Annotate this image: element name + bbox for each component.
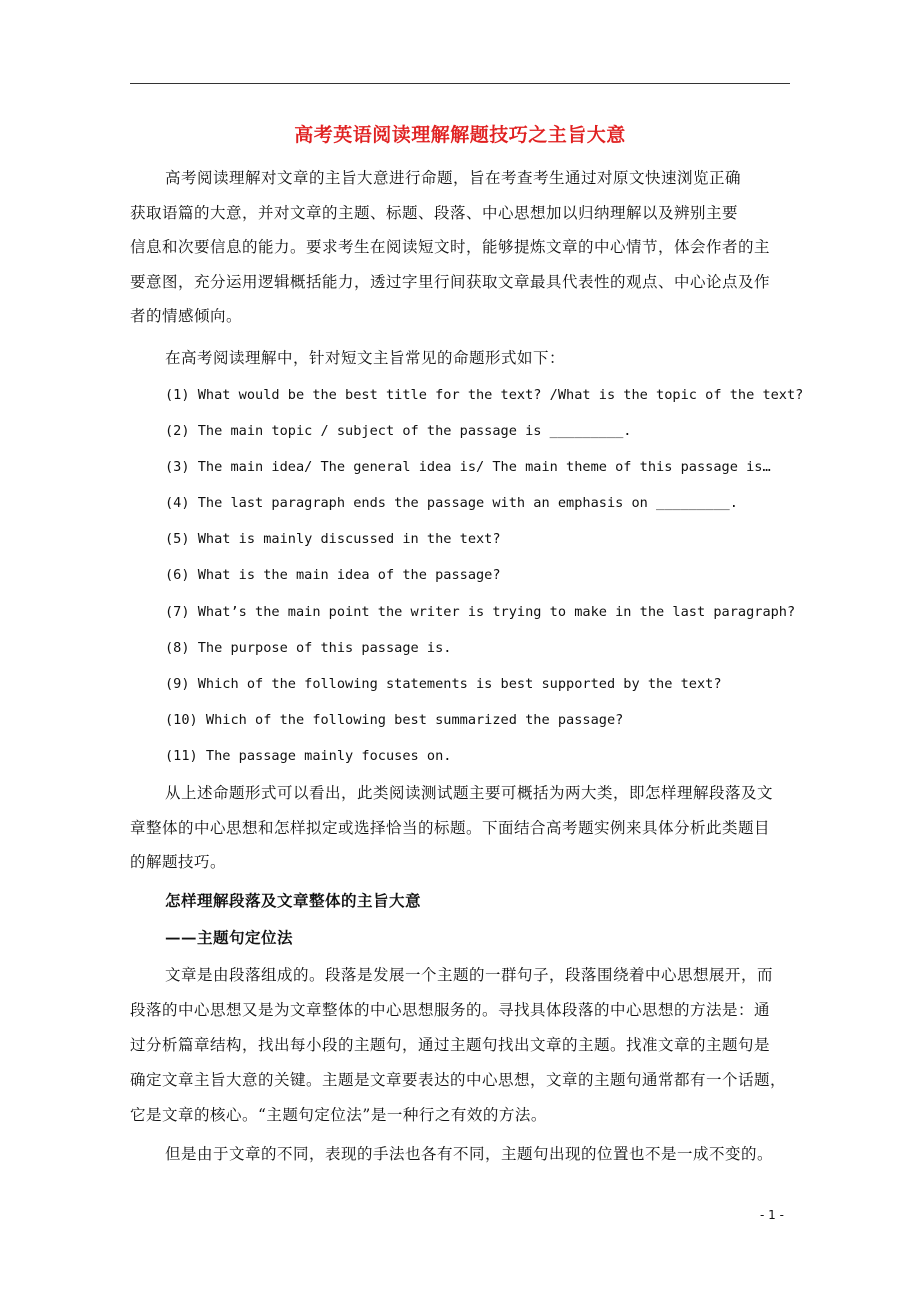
question-item: (2) The main topic / subject of the passage is _________. <box>165 423 632 439</box>
question-item: (8) The purpose of this passage is. <box>165 640 452 656</box>
intro-line-5: 者的情感倾向。 <box>130 307 243 325</box>
question-item: (7) What’s the main point the writer is trying to make in the last paragraph? <box>165 604 796 620</box>
question-item: (10) Which of the following best summarized the passage? <box>165 712 624 728</box>
summary-line-3: 的解题技巧。 <box>130 853 227 871</box>
intro-line-3: 信息和次要信息的能力。要求考生在阅读短文时，能够提炼文章的中心情节，体会作者的主 <box>130 238 771 256</box>
question-item: (1) What would be the best title for the text? /What is the topic of the text? <box>165 387 804 403</box>
intro-line-2: 获取语篇的大意，并对文章的主题、标题、段落、中心思想加以归纳理解以及辨别主要 <box>130 204 739 222</box>
question-item: (9) Which of the following statements is best supported by the text? <box>165 676 722 692</box>
page-title: 高考英语阅读理解解题技巧之主旨大意 <box>294 124 626 146</box>
intro-line-1: 高考阅读理解对文章的主旨大意进行命题，旨在考查考生通过对原文快速浏览正确 <box>165 169 742 187</box>
header-rule <box>130 83 790 84</box>
question-item: (4) The last paragraph ends the passage with an emphasis on _________. <box>165 495 738 511</box>
question-item: (3) The main idea/ The general idea is/ The main theme of this passage is… <box>165 459 771 475</box>
question-item: (6) What is the main idea of the passage? <box>165 567 501 583</box>
question-item: (11) The passage mainly focuses on. <box>165 748 452 764</box>
body-line-4: 确定文章主旨大意的关键。主题是文章要表达的中心思想，文章的主题句通常都有一个话题， <box>130 1071 787 1089</box>
section-subheading: ——主题句定位法 <box>165 928 294 947</box>
summary-line-1: 从上述命题形式可以看出，此类阅读测试题主要可概括为两大类，即怎样理解段落及文 <box>165 784 774 802</box>
question-item: (5) What is mainly discussed in the text? <box>165 531 501 547</box>
closing-line: 但是由于文章的不同，表现的手法也各有不同，主题句出现的位置也不是一成不变的。 <box>165 1145 774 1163</box>
lead-in: 在高考阅读理解中，针对短文主旨常见的命题形式如下： <box>165 349 566 367</box>
intro-line-4: 要意图，充分运用逻辑概括能力，透过字里行间获取文章最具代表性的观点、中心论点及作 <box>130 273 771 291</box>
page-number: - 1 - <box>760 1208 784 1222</box>
summary-line-2: 章整体的中心思想和怎样拟定或选择恰当的标题。下面结合高考题实例来具体分析此类题目 <box>130 819 771 837</box>
body-line-2: 段落的中心思想又是为文章整体的中心思想服务的。寻找具体段落的中心思想的方法是：通 <box>130 1001 771 1019</box>
section-heading: 怎样理解段落及文章整体的主旨大意 <box>165 891 422 910</box>
body-line-3: 过分析篇章结构，找出每小段的主题句，通过主题句找出文章的主题。找准文章的主题句是 <box>130 1036 771 1054</box>
body-line-1: 文章是由段落组成的。段落是发展一个主题的一群句子，段落围绕着中心思想展开，而 <box>165 966 774 984</box>
body-line-5: 它是文章的核心。“主题句定位法”是一种行之有效的方法。 <box>130 1106 547 1124</box>
